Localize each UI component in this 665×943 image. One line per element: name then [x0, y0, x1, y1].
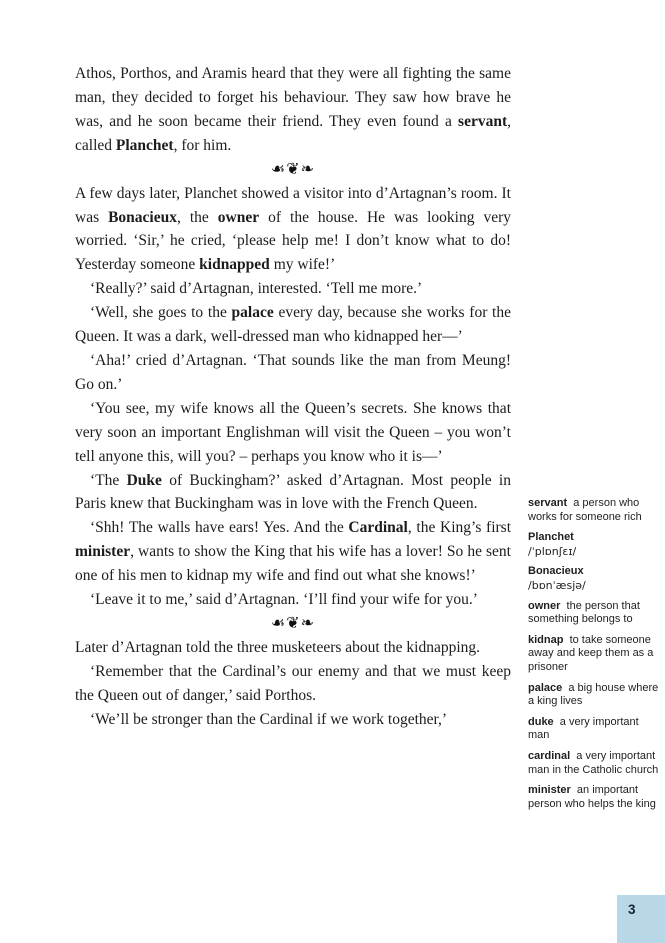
glossary-headword: minister [528, 784, 571, 797]
glossed-word: kidnapped [199, 256, 270, 274]
glossary-headword: cardinal [528, 749, 571, 762]
story-text: Athos, Porthos, and Aramis heard that they were all fighting the same man, they decided to forget his behaviour. They saw how brave he was, and he soon became their friend. They even found a [75, 65, 511, 130]
glossary-headword: servant [528, 497, 568, 509]
story-paragraph [75, 62, 511, 158]
glossed-word: owner [217, 208, 260, 226]
story-text: A few days later, Planchet showed a visitor into d’Artagnan’s room. It was [75, 184, 511, 226]
glossed-word: minister [75, 543, 131, 561]
story-text: every day, because she works for the Queen. It was a dark, well-dressed man who kidnapped her—’ [75, 304, 511, 346]
story-text: of the house. He was looking very worried. ‘Sir,’ he cried, ‘please help me! I don’t know what to do! Yesterday someone [75, 208, 512, 274]
story-text: Later d’Artagnan told the three musketeers about the kidnapping. [75, 638, 481, 656]
story-paragraph [75, 516, 511, 588]
fleuron-ornament-icon: ☙❦❧ [270, 614, 316, 632]
page-number: 3 [628, 902, 636, 917]
glossary-headword: Bonacieux [528, 565, 584, 578]
glossary-entry [528, 784, 660, 811]
story-text: , the [177, 208, 218, 226]
glossary-headword: Planchet [528, 531, 574, 544]
fleuron-ornament-icon: ☙❦❧ [270, 160, 316, 178]
story-text: my wife!’ [269, 256, 336, 274]
story-text: ‘Really?’ said d’Artagnan, interested. ‘Tell me more.’ [90, 280, 423, 298]
glossary-headword: palace [528, 681, 563, 694]
story-text: ‘We’ll be stronger than the Cardinal if we work together,’ [90, 710, 448, 728]
glossary-definition: the person that something belongs to [528, 599, 640, 626]
story-paragraph [75, 588, 511, 612]
glossary-phonetic: /ˈplɒnʃɛɪ/ [528, 544, 577, 558]
story-text: , wants to show the King that his wife has a lover! So he sent one of his men to kidnap my wife and find out what she knows!’ [75, 543, 511, 585]
glossed-word: Bonacieux [108, 208, 177, 226]
story-text: ‘Well, she goes to the [90, 304, 232, 322]
glossed-word: palace [231, 304, 274, 322]
story-text: ‘Remember that the Cardinal’s our enemy and that we must keep the Queen out of danger,’ said Porthos. [75, 662, 511, 704]
story-text: ‘Aha!’ cried d’Artagnan. ‘That sounds like the man from Meung! Go on.’ [75, 351, 511, 393]
glossed-word: Duke [126, 471, 162, 489]
story-paragraph [75, 277, 511, 301]
page-corner-tab [617, 895, 665, 943]
story-text: , the King’s first [407, 519, 511, 537]
story-paragraph [75, 469, 511, 517]
glossary-definition: a very important man in the Catholic church [528, 749, 659, 776]
glossed-word: Planchet [115, 136, 174, 154]
story-text: , called [75, 112, 511, 154]
story-paragraph [75, 182, 511, 278]
glossary-entry [528, 600, 660, 627]
glossary-entry [528, 531, 660, 558]
story-text: ‘Leave it to me,’ said d’Artagnan. ‘I’ll find your wife for you.’ [90, 591, 478, 609]
story-paragraph [75, 349, 511, 397]
glossary-phonetic: /bɒnˈæsjə/ [528, 578, 586, 592]
glossary-entry [528, 750, 660, 777]
glossary-entry [528, 634, 660, 675]
glossed-word: Cardinal [348, 519, 408, 537]
glossary-entry [528, 565, 660, 592]
story-text: , for him. [173, 136, 232, 154]
story-paragraph [75, 708, 511, 732]
glossary-entry [528, 716, 660, 743]
glossary-definition: to take someone away and keep them as a prisoner [528, 633, 654, 673]
glossary-entry [528, 497, 660, 524]
story-paragraph [75, 660, 511, 708]
story-paragraph [75, 301, 511, 349]
story-text: of Buckingham?’ asked d’Artagnan. Most people in Paris knew that Buckingham was in love with the French Queen. [75, 471, 511, 513]
story-paragraph [75, 636, 511, 660]
glossary-headword: kidnap [528, 633, 564, 646]
story-text: ‘The [90, 471, 127, 489]
glossary-definition: a very important man [528, 715, 639, 742]
glossary-definition: a big house where a king lives [528, 681, 659, 708]
glossary-headword: duke [528, 715, 554, 728]
glossary-sidebar [528, 497, 660, 818]
story-text: ‘Shh! The walls have ears! Yes. And the [90, 519, 349, 537]
story-paragraph [75, 397, 511, 469]
glossed-word: servant [458, 112, 508, 130]
story-text: ‘You see, my wife knows all the Queen’s secrets. She knows that very soon an important Englishman will visit the Queen – you won’t tell anyone this, will you? – perhaps you know who it is—’ [75, 399, 511, 465]
glossary-entry [528, 682, 660, 709]
glossary-headword: owner [528, 599, 561, 612]
glossary-definition: a person who works for someone rich [528, 497, 642, 523]
glossary-definition: an important person who helps the king [528, 784, 656, 810]
story-text-column [75, 62, 511, 732]
